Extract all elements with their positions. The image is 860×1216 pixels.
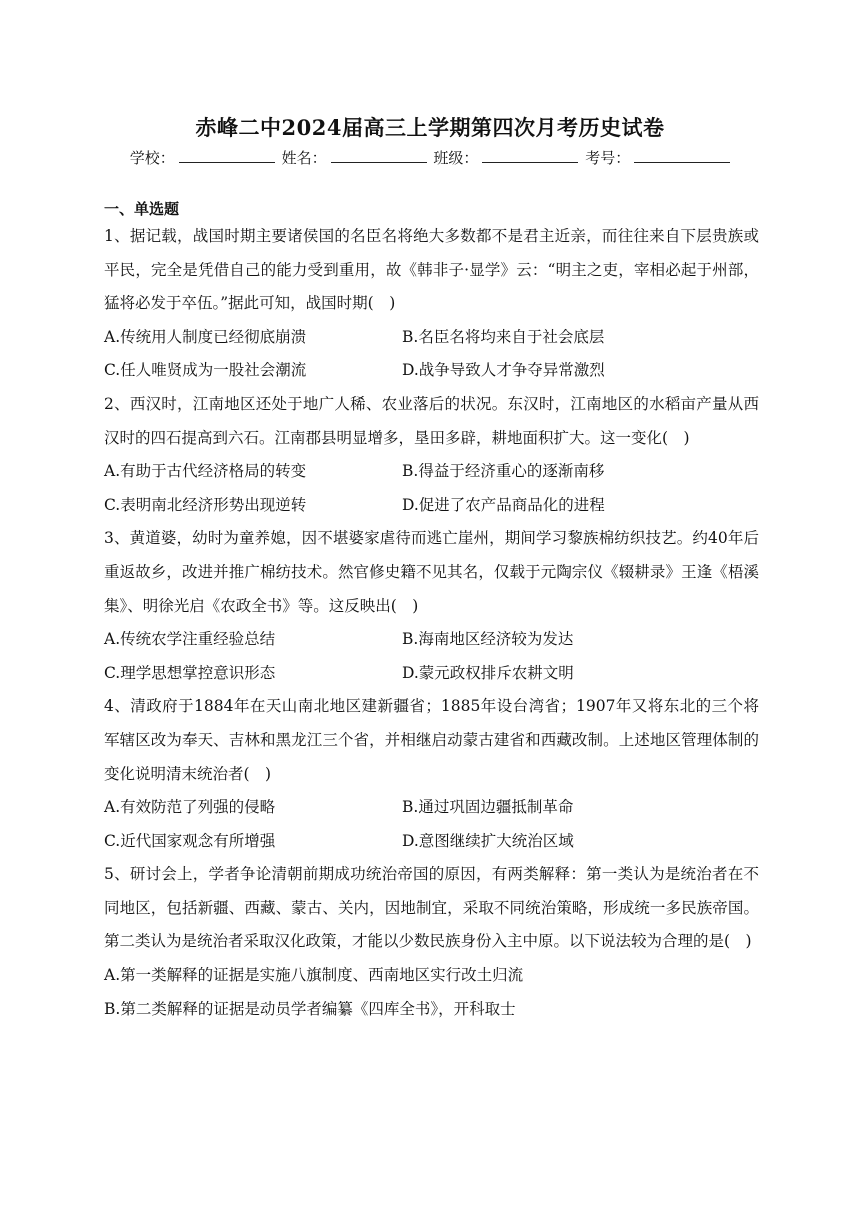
option-b: B.海南地区经济较为发达	[402, 630, 574, 649]
section-heading: 一、单选题	[104, 200, 180, 218]
exam-number-blank	[634, 148, 730, 163]
option-b: B.得益于经济重心的逐渐南移	[402, 462, 605, 481]
option-d: D.促进了农产品商品化的进程	[402, 495, 605, 514]
exam-title: 赤峰二中2024届高三上学期第四次月考历史试卷	[195, 115, 665, 140]
question-stem: 3、黄道婆，幼时为童养媳，因不堪婆家虐待而逃亡崖州，期间学习黎族棉纺织技艺。约40年后重返故乡，改进并推广棉纺技术。然官修史籍不见其名，仅载于元陶宗仪《辍耕录》王逢《梧溪集》、明徐光启《农政全书》等。这反映出( )	[104, 529, 759, 615]
class-field: 班级：	[433, 149, 578, 167]
question-2	[104, 388, 759, 522]
option-a: A.第一类解释的证据是实施八旗制度、西南地区实行改土归流	[104, 966, 524, 985]
question-stem: 4、清政府于1884年在天山南北地区建新疆省；1885年设台湾省；1907年又将东北的三个将军辖区改为奉天、吉林和黑龙江三个省，并相继启动蒙古建省和西藏改制。上述地区管理体制的变化说明清末统治者( )	[104, 697, 759, 783]
option-c: C.表明南北经济形势出现逆转	[104, 495, 307, 514]
option-b: B.通过巩固边疆抵制革命	[402, 798, 574, 817]
option-d: D.意图继续扩大统治区域	[402, 831, 574, 850]
option-b: B.名臣名将均来自于社会底层	[402, 327, 605, 346]
option-c: C.理学思想掌控意识形态	[104, 663, 276, 682]
school-blank	[179, 148, 275, 163]
option-d: D.蒙元政权排斥农耕文明	[402, 663, 574, 682]
question-3	[104, 522, 759, 690]
name-field: 姓名：	[282, 149, 427, 167]
option-c: C.近代国家观念有所增强	[104, 831, 276, 850]
option-a: A.有助于古代经济格局的转变	[104, 462, 307, 481]
question-1	[104, 220, 759, 388]
option-a: A.传统用人制度已经彻底崩溃	[104, 327, 307, 346]
question-list	[104, 220, 759, 1026]
name-blank	[331, 148, 427, 163]
question-5	[104, 858, 759, 1026]
school-field: 学校：	[130, 149, 275, 167]
option-b: B.第二类解释的证据是动员学者编纂《四库全书》，开科取士	[104, 999, 516, 1018]
exam-number-field: 考号：	[585, 149, 730, 167]
question-4	[104, 690, 759, 858]
option-a: A.有效防范了列强的侵略	[104, 798, 276, 817]
class-blank	[482, 148, 578, 163]
option-c: C.任人唯贤成为一股社会潮流	[104, 361, 307, 380]
option-a: A.传统农学注重经验总结	[104, 630, 276, 649]
question-stem: 2、西汉时，江南地区还处于地广人稀、农业落后的状况。东汉时，江南地区的水稻亩产量从西汉时的四石提高到六石。江南郡县明显增多，垦田多辟，耕地面积扩大。这一变化( )	[104, 394, 759, 447]
student-info-line	[0, 147, 860, 168]
question-stem: 5、研讨会上，学者争论清朝前期成功统治帝国的原因，有两类解释：第一类认为是统治者在不同地区，包括新疆、西藏、蒙古、关内，因地制宜，采取不同统治策略，形成统一多民族帝国。第二类认为是统治者采取汉化政策，才能以少数民族身份入主中原。以下说法较为合理的是( )	[104, 865, 759, 951]
question-stem: 1、据记载，战国时期主要诸侯国的名臣名将绝大多数都不是君主近亲，而往往来自下层贵族或平民，完全是凭借自己的能力受到重用，故《韩非子·显学》云：“明主之吏，宰相必起于州部，猛将必发于卒伍。”据此可知，战国时期( )	[104, 227, 759, 313]
option-d: D.战争导致人才争夺异常激烈	[402, 361, 605, 380]
